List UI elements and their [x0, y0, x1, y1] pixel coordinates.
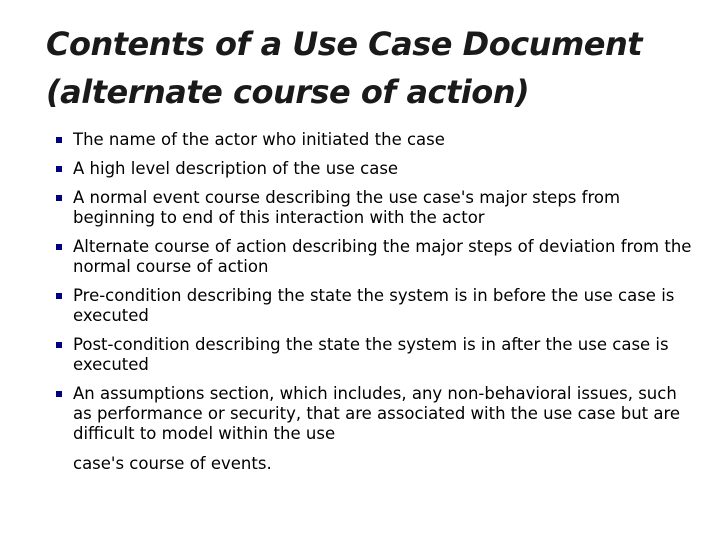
- bullet-item-actor-name: [56, 130, 696, 150]
- bullet-item-high-level-description: [56, 159, 696, 179]
- slide-title: [46, 20, 706, 116]
- square-bullet-icon: [56, 342, 62, 348]
- square-bullet-icon: [56, 195, 62, 201]
- bullet-item-assumptions: [56, 384, 696, 444]
- square-bullet-icon: [56, 244, 62, 250]
- bullet-item-pre-condition: [56, 286, 696, 326]
- slide-title-line-2: (alternate course of action): [46, 73, 530, 111]
- slide-title-line-1: Contents of a Use Case Document: [46, 25, 643, 63]
- bullet-text: An assumptions section, which includes, any non-behavioral issues, such as performance or security, that are associated with the use case but are difficult to model within the use: [73, 384, 681, 443]
- square-bullet-icon: [56, 391, 62, 397]
- bullet-text: A normal event course describing the use case's major steps from beginning to end of this interaction with the actor: [73, 188, 621, 227]
- trailing-text: case's course of events.: [73, 454, 272, 473]
- bullet-list: [56, 130, 696, 453]
- bullet-item-alternate-course: [56, 237, 696, 277]
- square-bullet-icon: [56, 137, 62, 143]
- bullet-text: Pre-condition describing the state the system is in before the use case is executed: [73, 286, 675, 325]
- bullet-item-post-condition: [56, 335, 696, 375]
- bullet-item-normal-event-course: [56, 188, 696, 228]
- bullet-text: Post-condition describing the state the system is in after the use case is executed: [73, 335, 669, 374]
- square-bullet-icon: [56, 293, 62, 299]
- bullet-text: A high level description of the use case: [73, 159, 399, 178]
- square-bullet-icon: [56, 166, 62, 172]
- bullet-text: The name of the actor who initiated the case: [73, 130, 445, 149]
- bullet-text: Alternate course of action describing the major steps of deviation from the normal course of action: [73, 237, 692, 276]
